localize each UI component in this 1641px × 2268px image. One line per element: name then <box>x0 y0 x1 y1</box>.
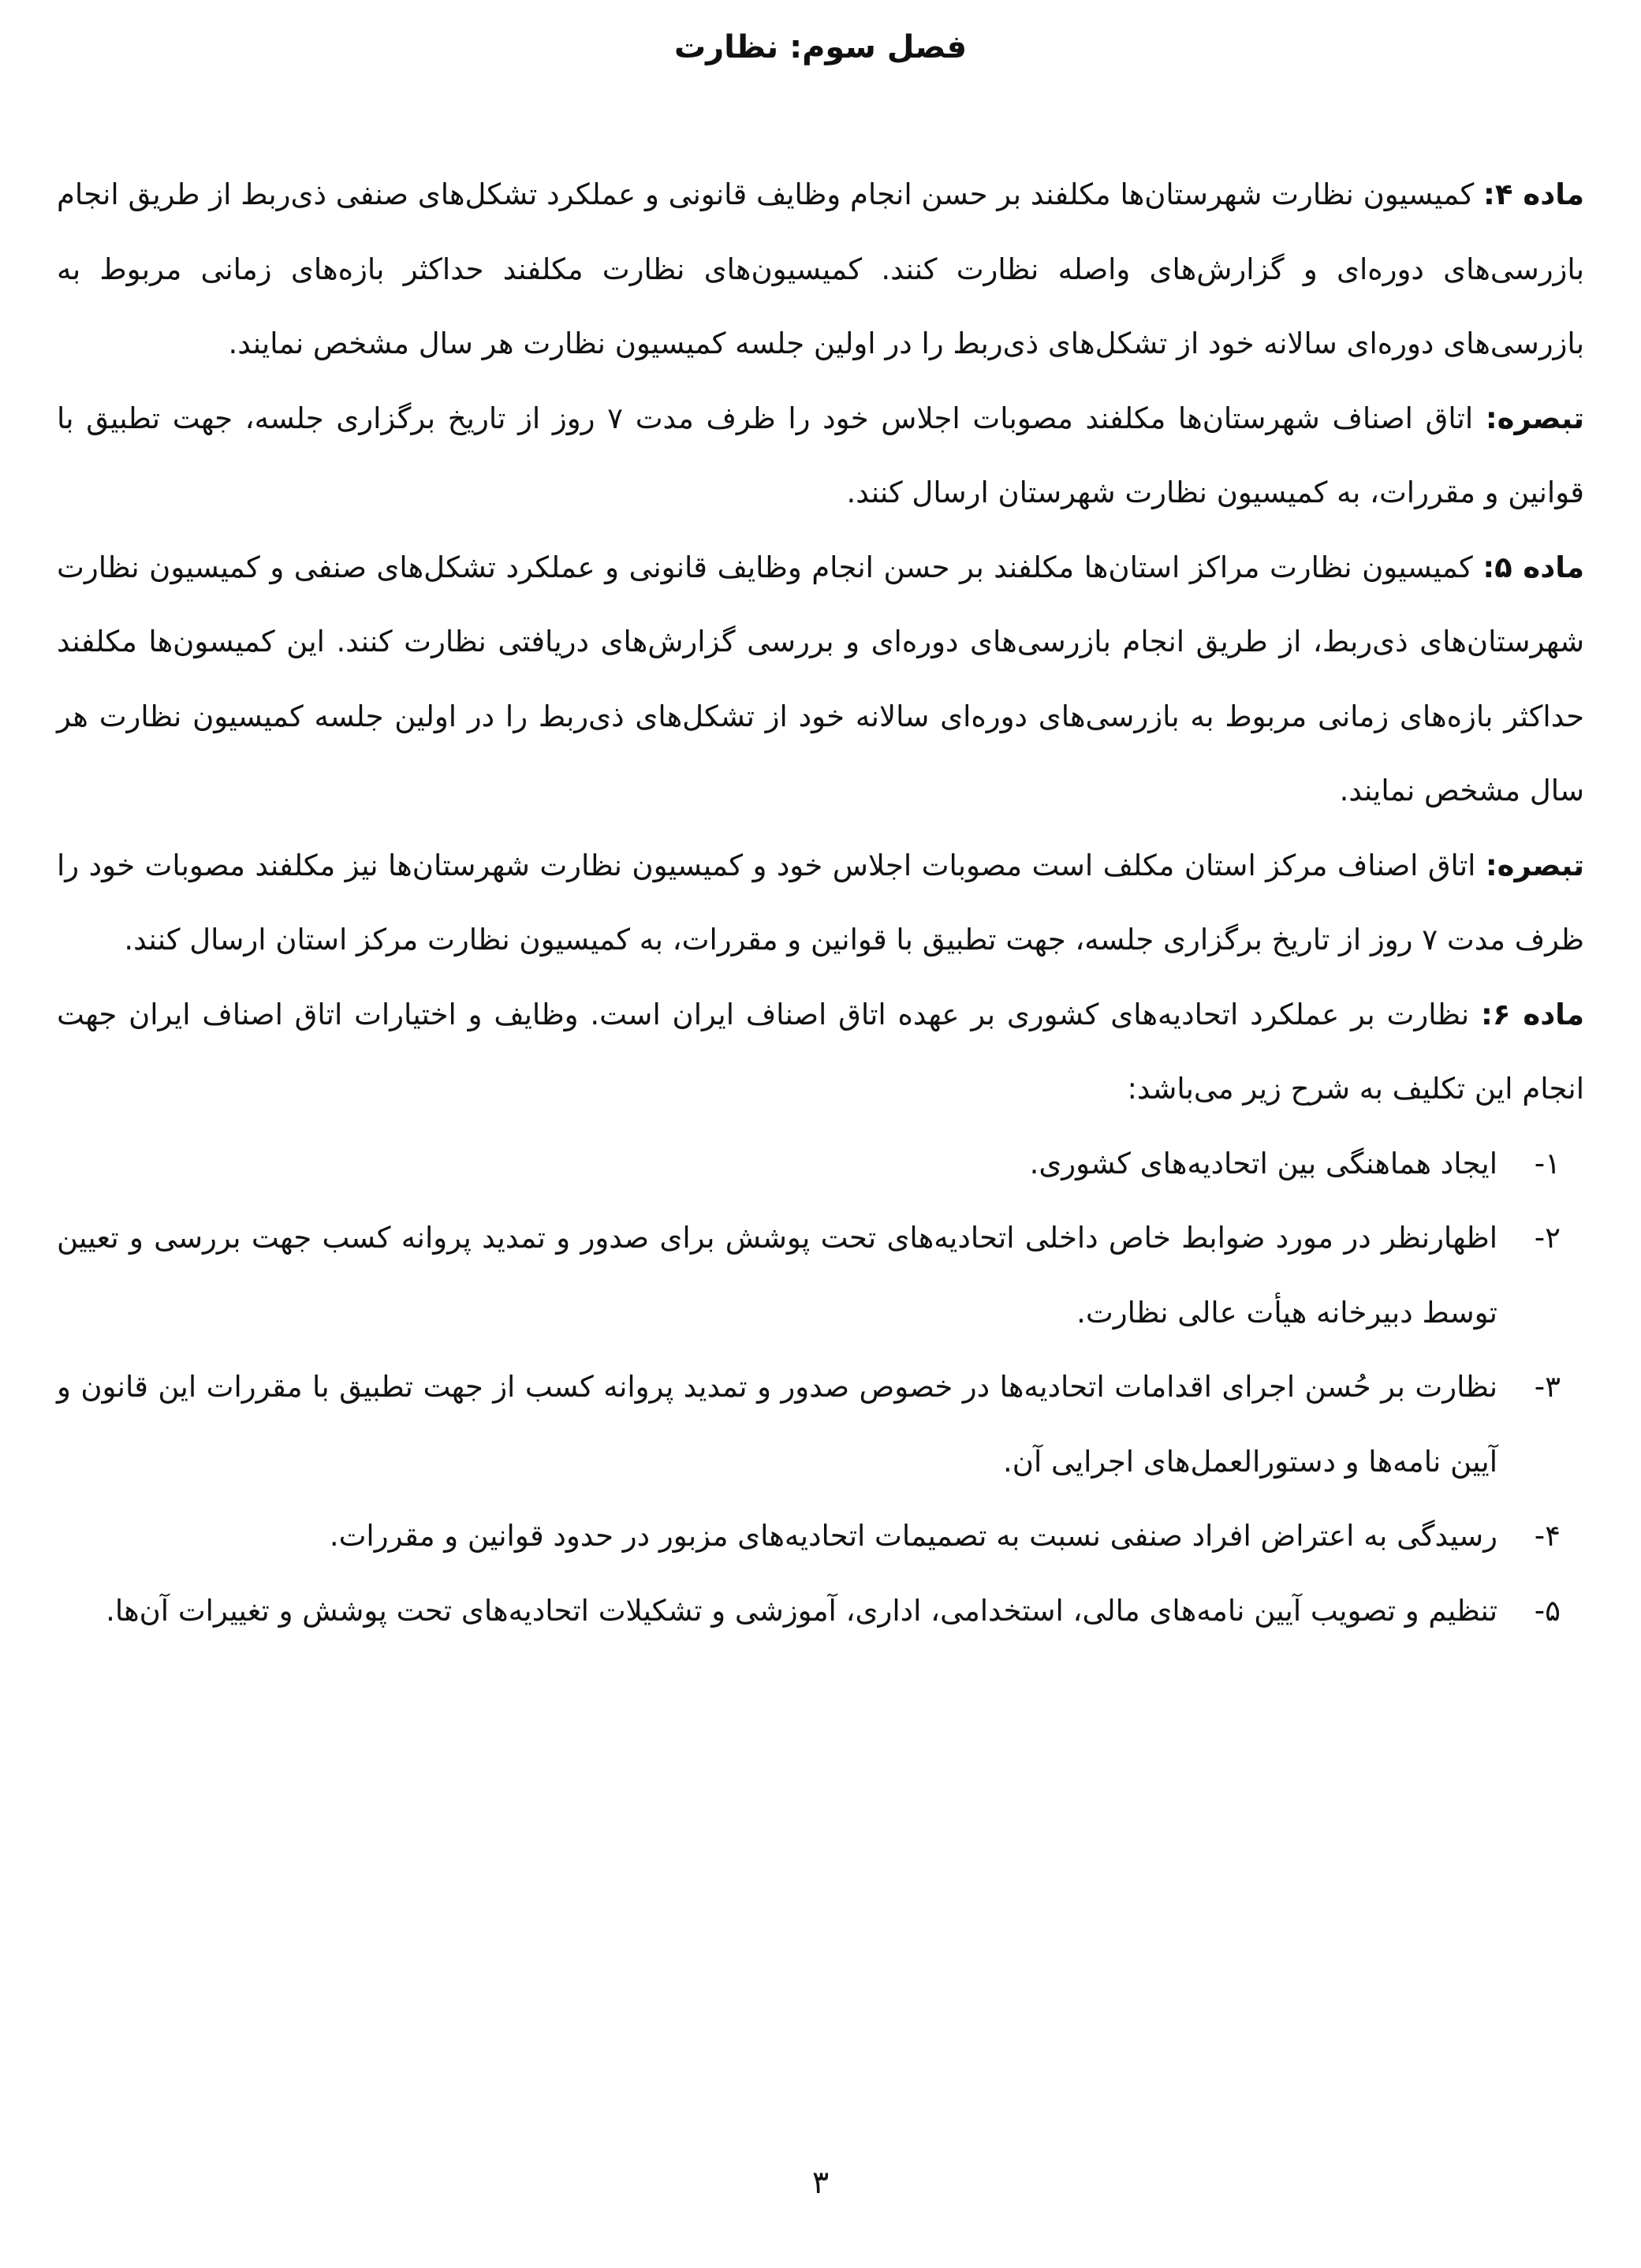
list-item-number: ۴- <box>1534 1519 1561 1553</box>
list-item-text: رسیدگی به اعتراض افراد صنفی نسبت به تصمیمات اتحادیه‌های مزبور در حدود قوانین و مقررات. <box>329 1519 1497 1553</box>
list-item <box>57 1201 1584 1350</box>
article-5-paragraph <box>57 531 1584 829</box>
chapter-heading: فصل سوم: نظارت <box>673 29 968 65</box>
list-item-text: نظارت بر حُسن اجرای اقدامات اتحادیه‌ها در خصوص صدور و تمدید پروانه کسب از جهت تطبیق با مقررات این قانون و آیین نامه‌ها و دستورالعمل‌های اجرایی آن. <box>57 1370 1497 1479</box>
list-item-text: ایجاد هماهنگی بین اتحادیه‌های کشوری. <box>1029 1146 1497 1181</box>
article-5-label: ماده ۵: <box>1482 550 1584 584</box>
list-item-number: ۵- <box>1534 1593 1561 1628</box>
article-4-paragraph <box>57 158 1584 382</box>
list-item-text: تنظیم و تصویب آیین نامه‌های مالی، استخدامی، اداری، آموزشی و تشکیلات اتحادیه‌های تحت پوشش و تغییرات آن‌ها. <box>106 1593 1497 1628</box>
note-2-text: اتاق اصناف مرکز استان مکلف است مصوبات اجلاس خود و کمیسیون نظارت شهرستان‌ها نیز مکلفند مصوبات خود را ظرف مدت ۷ روز از تاریخ برگزاری جلسه، جهت تطبیق با قوانین و مقررات، به کمیسیون نظارت مرکز استان ارسال کنند. <box>57 848 1584 957</box>
note-1-label: تبصره: <box>1485 401 1584 435</box>
note-2-label: تبصره: <box>1485 848 1584 882</box>
note-1-paragraph <box>57 382 1584 531</box>
article-6-label: ماده ۶: <box>1481 997 1584 1031</box>
list-item <box>57 1574 1584 1649</box>
list-item-number: ۳- <box>1534 1370 1561 1404</box>
article-6-text: نظارت بر عملکرد اتحادیه‌های کشوری بر عهده اتاق اصناف ایران است. وظایف و اختیارات اتاق اصناف ایران جهت انجام این تکلیف به شرح زیر می‌باشد: <box>57 997 1584 1106</box>
page-number: ۳ <box>811 2165 830 2201</box>
list-item-text: اظهارنظر در مورد ضوابط خاص داخلی اتحادیه‌های تحت پوشش برای صدور و تمدید پروانه کسب جهت بررسی و تعیین توسط دبیرخانه هیأت عالی نظارت. <box>57 1221 1497 1330</box>
article-6-paragraph <box>57 978 1584 1127</box>
list-item-number: ۲- <box>1534 1221 1561 1255</box>
article-4-text: کمیسیون نظارت شهرستان‌ها مکلفند بر حسن انجام وظایف قانونی و عملکرد تشکل‌های صنفی ذی‌ربط از طریق انجام بازرسی‌های دوره‌ای و گزارش‌های واصله نظارت کنند. کمیسیون‌های نظارت مکلفند حداکثر بازه‌های زمانی مربوط به بازرسی‌های دوره‌ای سالانه خود از تشکل‌های ذی‌ربط را در اولین جلسه کمیسیون نظارت هر سال مشخص نمایند. <box>57 177 1584 360</box>
list-item <box>57 1499 1584 1574</box>
note-1-text: اتاق اصناف شهرستان‌ها مکلفند مصوبات اجلاس خود را ظرف مدت ۷ روز از تاریخ برگزاری جلسه، جهت تطبیق با قوانین و مقررات، به کمیسیون نظارت شهرستان ارسال کنند. <box>57 401 1584 509</box>
list-item-number: ۱- <box>1534 1146 1561 1181</box>
note-2-paragraph <box>57 829 1584 978</box>
document-body <box>57 158 1584 1648</box>
article-5-text: کمیسیون نظارت مراکز استان‌ها مکلفند بر حسن انجام وظایف قانونی و عملکرد تشکل‌های صنفی و کمیسیون نظارت شهرستان‌های ذی‌ربط، از طریق انجام بازرسی‌های دوره‌ای و بررسی گزارش‌های دریافتی نظارت کنند. این کمیسون‌ها مکلفند حداکثر بازه‌های زمانی مربوط به بازرسی‌های دوره‌ای سالانه خود از تشکل‌های ذی‌ربط را در اولین جلسه کمیسیون نظارت هر سال مشخص نمایند. <box>57 550 1584 808</box>
duties-list <box>57 1127 1584 1649</box>
list-item <box>57 1127 1584 1202</box>
article-4-label: ماده ۴: <box>1483 177 1584 211</box>
list-item <box>57 1350 1584 1499</box>
